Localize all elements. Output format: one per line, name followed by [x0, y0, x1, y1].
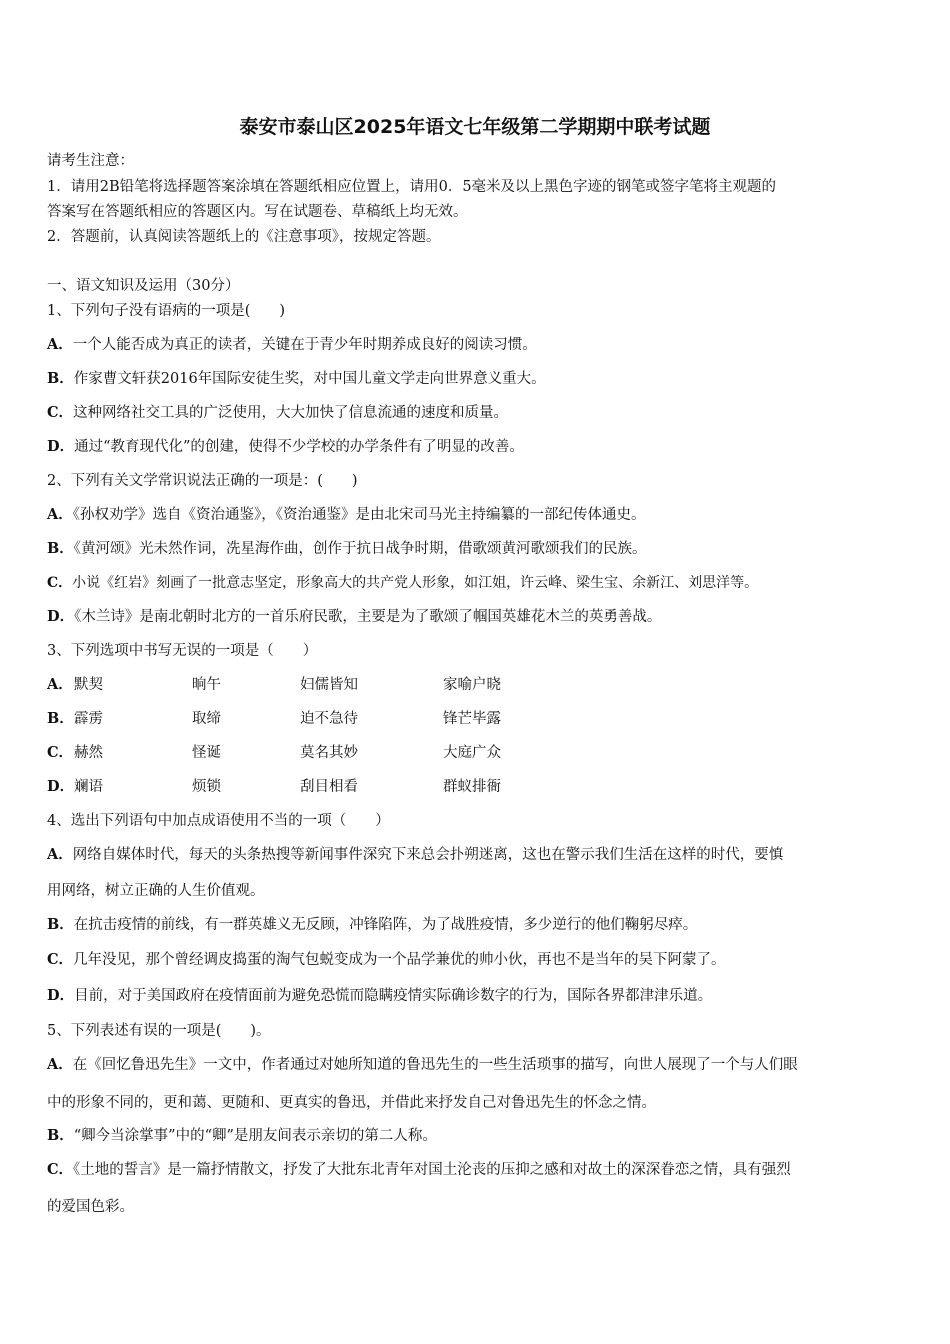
option-text: “卿今当涂掌事”中的“卿”是朋友间表示亲切的第二人称。 [73, 1128, 437, 1144]
option-word-1: 斓语 [74, 779, 103, 795]
question-5-stem: 5、下列表述有误的一项是( )。 [47, 1023, 271, 1039]
option-word-3: 刮目相看 [300, 779, 358, 795]
option-text: 《木兰诗》是南北朝时北方的一首乐府民歌，主要是为了歌颂了帼国英雄花木兰的英勇善战。 [74, 609, 662, 625]
option-word-4: 群蚁排衙 [443, 779, 501, 795]
option-text: 这种网络社交工具的广泛使用，大大加快了信息流通的速度和质量。 [73, 405, 509, 421]
option-word-3: 妇儒皆知 [300, 677, 358, 693]
option-word-2: 烦锁 [192, 779, 221, 795]
notice-item-1: 1．请用2B铅笔将选择题答案涂填在答题纸相应位置上，请用0．5毫米及以上黑色字迹的钢笔或签字笔将主观题的 [47, 179, 777, 195]
option-label: A． [47, 336, 73, 353]
notice-item-2: 2．答题前，认真阅读答题纸上的《注意事项》，按规定答题。 [47, 229, 441, 245]
option-text: 作家曹文轩获2016年国际安徒生奖，对中国儿童文学走向世界意义重大。 [73, 371, 546, 387]
option-label: A． [47, 506, 73, 523]
option-label: D． [47, 608, 75, 625]
option-word-3: 迫不急待 [300, 711, 358, 727]
option-text: 一个人能否成为真正的读者，关键在于青少年时期养成良好的阅读习惯。 [72, 337, 537, 353]
option-text: 通过“教育现代化”的创建，使得不少学校的办学条件有了明显的改善。 [74, 439, 524, 455]
option-label: D． [47, 987, 75, 1004]
section-heading: 一、语文知识及运用（30分） [47, 278, 240, 294]
option-word-1: 赫然 [74, 745, 103, 761]
option-label: C． [47, 575, 73, 591]
question-1-option-a [47, 336, 537, 354]
question-2-stem: 2、下列有关文学常识说法正确的一项是：( ) [47, 473, 358, 489]
question-4-option-b [47, 916, 697, 934]
option-label: B． [47, 1127, 74, 1144]
question-2-option-b [47, 540, 647, 558]
option-text: 几年没见，那个曾经调皮捣蛋的淘气包蜕变成为一个品学兼优的帅小伙，再也不是当年的吴下阿蒙了。 [73, 952, 726, 968]
option-label: C． [47, 1161, 74, 1178]
question-5-option-c [47, 1161, 791, 1179]
question-4-stem: 4、选出下列语句中加点成语使用不当的一项（ ） [47, 813, 390, 829]
option-label: C． [47, 404, 74, 421]
question-5-option-a-cont: 中的形象不同的，更和蔼、更随和、更真实的鲁迅，并借此来抒发自己对鲁迅先生的怀念之情。 [47, 1095, 656, 1111]
option-text: 在抗击疫情的前线，有一群英雄义无反顾，冲锋陷阵，为了战胜疫情，多少逆行的他们鞠躬尽瘁。 [73, 917, 698, 933]
option-label: D． [47, 778, 75, 795]
option-text: 小说《红岩》刻画了一批意志坚定，形象高大的共产党人形象，如江姐，许云峰、梁生宝、余新江、刘思洋等。 [72, 575, 759, 591]
option-word-2: 取缔 [192, 711, 221, 727]
option-text: 在《回忆鲁迅先生》一文中，作者通过对她所知道的鲁迅先生的一些生活琐事的描写，向世人展现了一个与人们眼 [72, 1057, 798, 1073]
notice-item-1-cont: 答案写在答题纸相应的答题区内。写在试题卷、草稿纸上均无效。 [47, 204, 468, 220]
question-4-option-a [47, 846, 783, 864]
question-2-option-a [47, 506, 646, 524]
page-title: 泰安市泰山区2025年语文七年级第二学期期中联考试题 [239, 116, 711, 138]
option-label: A． [47, 676, 73, 693]
question-5-option-b [47, 1127, 437, 1145]
option-text: 网络自媒体时代，每天的头条热搜等新闻事件深究下来总会扑朔迷离，这也在警示我们生活在这样的时代，要慎 [72, 847, 784, 863]
question-4-option-a-cont: 用网络，树立正确的人生价值观。 [47, 883, 265, 899]
question-2-option-c [47, 574, 758, 592]
option-word-1: 默契 [74, 677, 103, 693]
question-1-stem: 1、下列句子没有语病的一项是( ) [47, 303, 286, 319]
option-text: 《黄河颂》光未然作词，冼星海作曲，创作于抗日战争时期，借歌颂黄河歌颂我们的民族。 [73, 541, 647, 557]
option-word-2: 怪诞 [192, 745, 221, 761]
option-word-2: 晌午 [192, 677, 221, 693]
option-label: B． [47, 710, 74, 727]
option-label: A． [47, 846, 73, 863]
option-word-3: 莫名其妙 [300, 745, 358, 761]
option-text: 目前，对于美国政府在疫情面前为避免恐慌而隐瞒疫情实际确诊数字的行为，国际各界都津津乐道。 [74, 988, 713, 1004]
option-word-4: 家喻户晓 [443, 677, 501, 693]
option-label: D． [47, 438, 75, 455]
option-word-4: 锋芒毕露 [443, 711, 501, 727]
option-word-4: 大庭广众 [443, 745, 501, 761]
option-label: B． [47, 540, 74, 557]
option-word-1: 霹雳 [74, 711, 103, 727]
question-1-option-c [47, 404, 508, 422]
option-label: B． [47, 916, 74, 933]
question-1-option-b [47, 370, 546, 388]
question-3-stem: 3、下列选项中书写无误的一项是（ ） [47, 643, 318, 659]
option-label: B． [47, 370, 74, 387]
question-5-option-c-cont: 的爱国色彩。 [47, 1199, 134, 1215]
question-2-option-d [47, 608, 661, 626]
option-label: C． [47, 951, 74, 968]
option-label: A． [47, 1056, 73, 1073]
question-4-option-c [47, 951, 726, 969]
question-4-option-d [47, 987, 712, 1005]
notice-heading: 请考生注意： [47, 153, 134, 169]
question-1-option-d [47, 438, 524, 456]
option-text: 《孙权劝学》选自《资治通鉴》，《资治通鉴》是由北宋司马光主持编纂的一部纪传体通史。 [72, 507, 646, 523]
option-text: 《土地的誓言》是一篇抒情散文，抒发了大批东北青年对国土沦丧的压抑之感和对故土的深深眷恋之情，具有强烈 [73, 1162, 791, 1178]
question-5-option-a [47, 1056, 798, 1074]
option-label: C． [47, 744, 74, 761]
